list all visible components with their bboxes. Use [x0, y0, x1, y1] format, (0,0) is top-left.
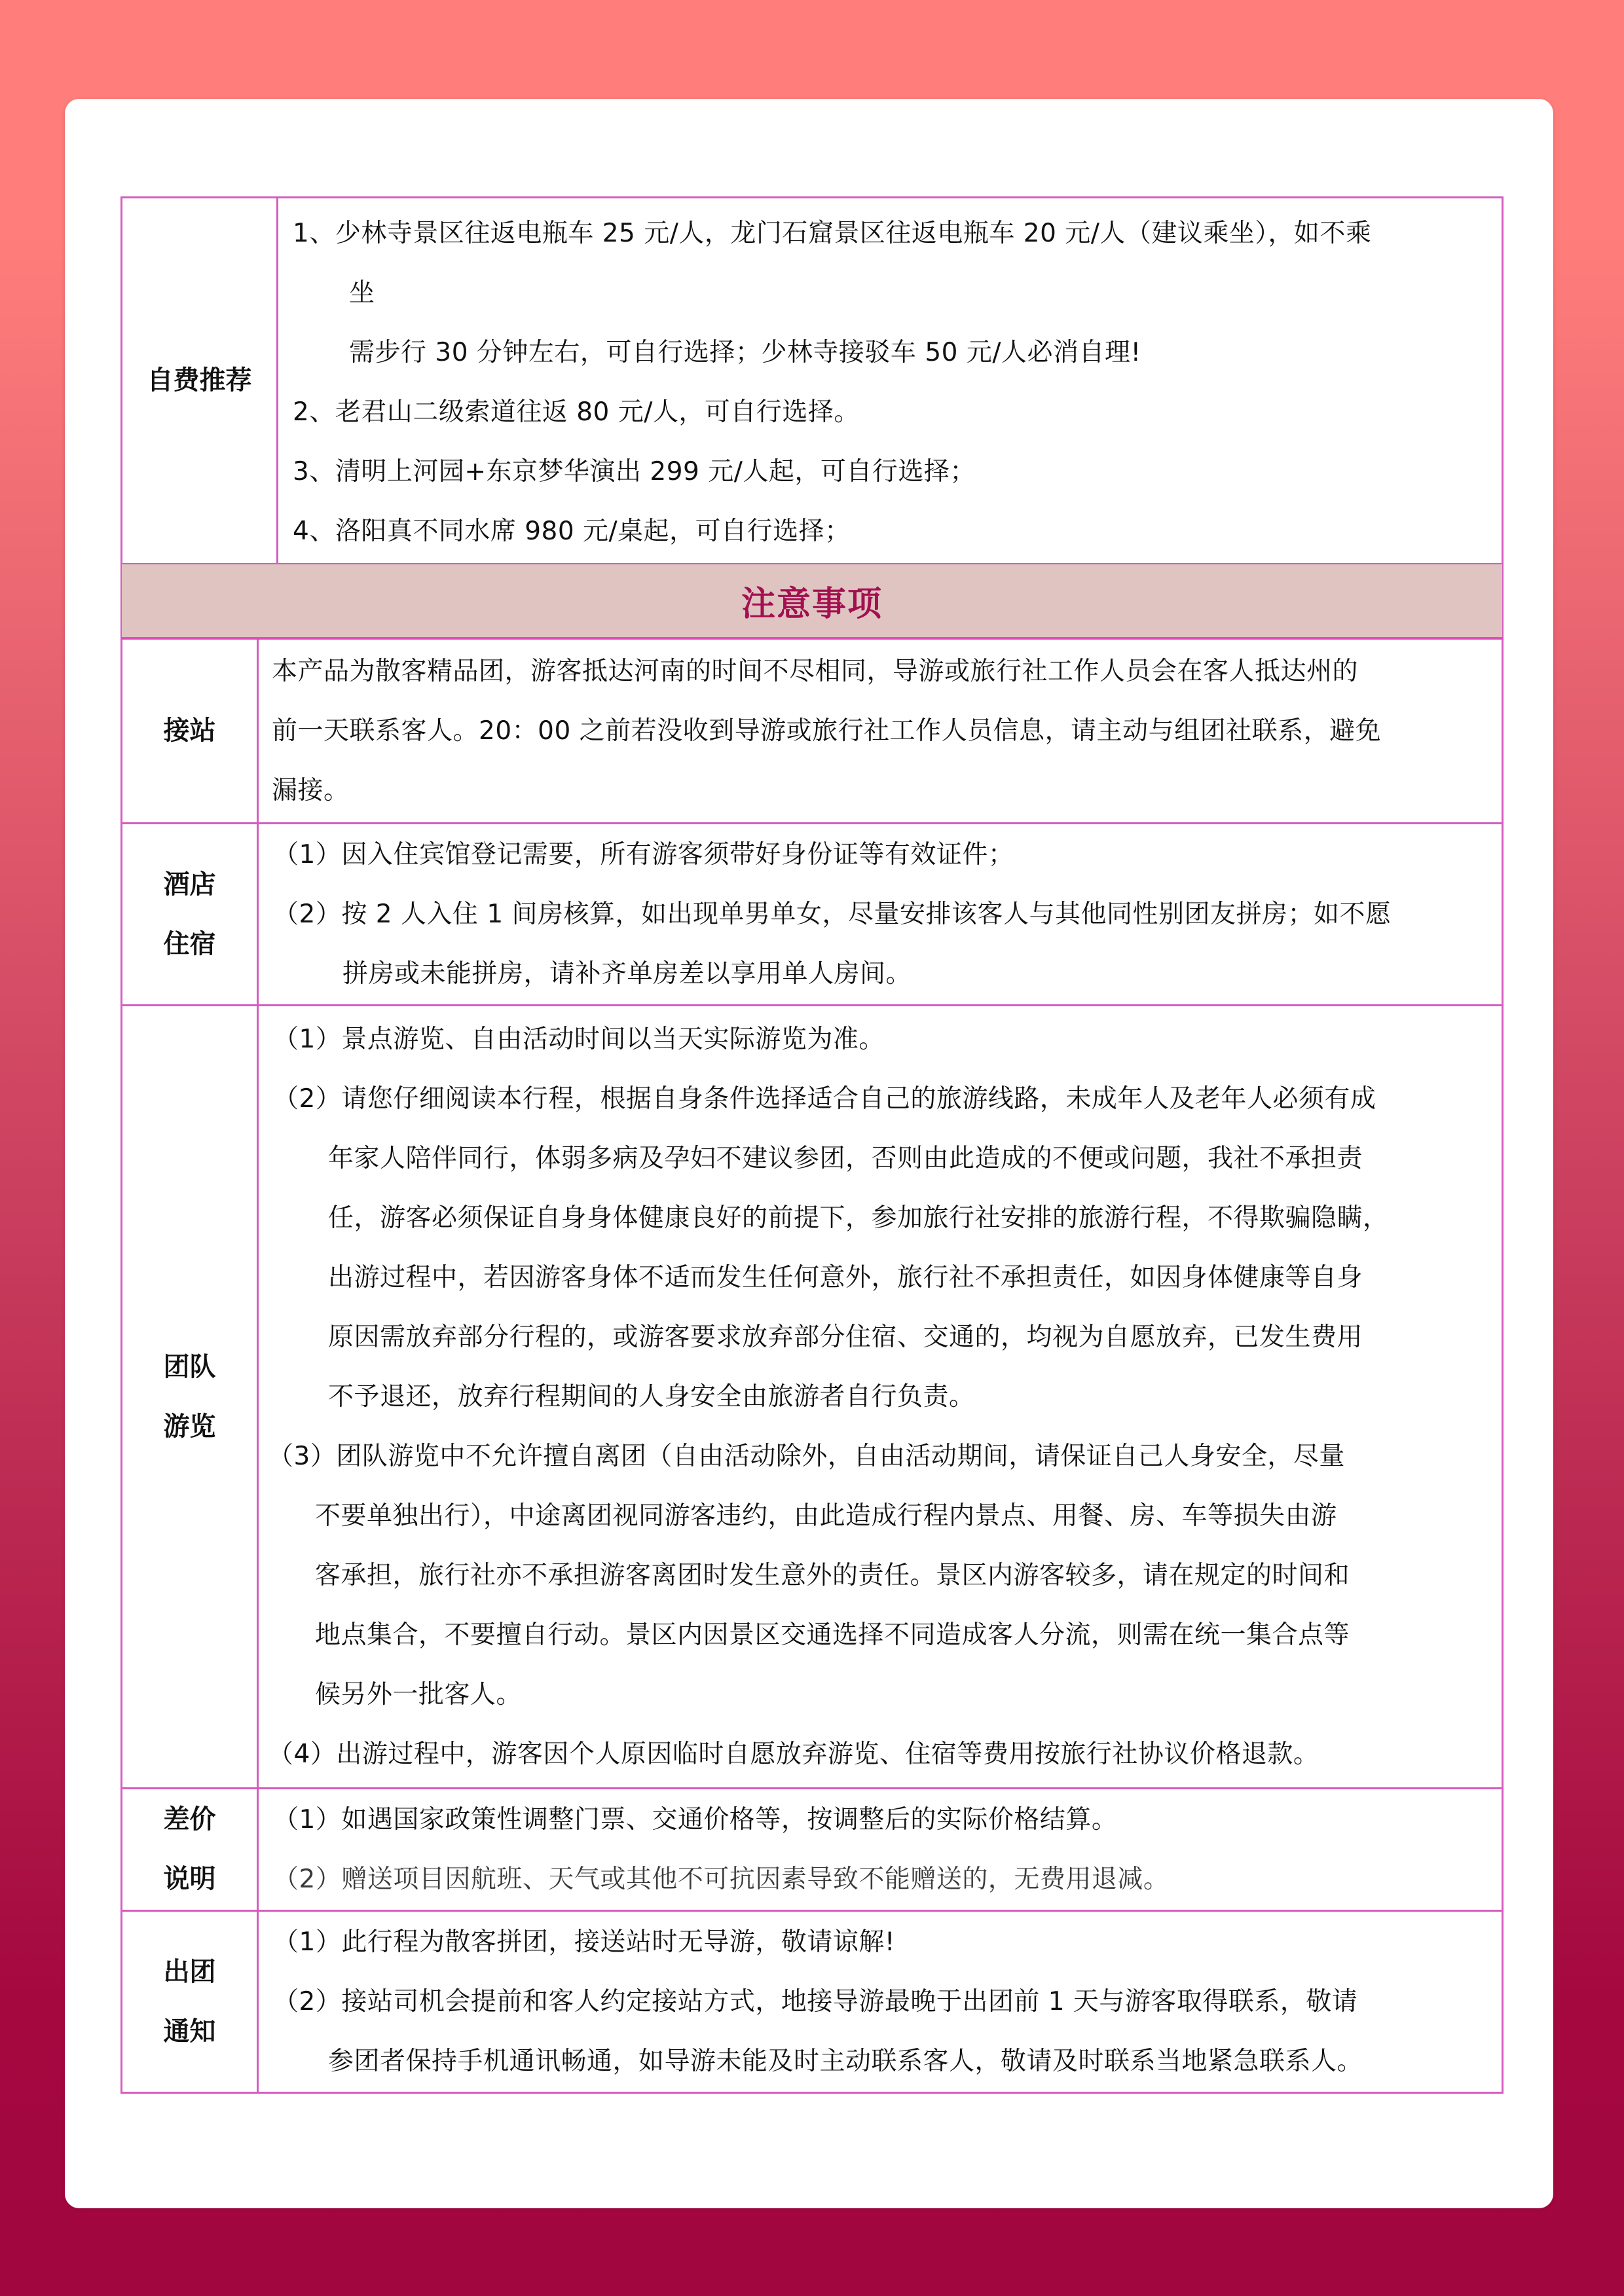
departure-notice-content	[259, 1912, 1502, 2092]
text-line: （1）此行程为散客拼团，接送站时无导游，敬请谅解!	[273, 1927, 895, 1957]
text-line: 坐	[349, 278, 375, 308]
row-label-text: 通知	[163, 2016, 216, 2047]
row-label-text: 住宿	[163, 928, 216, 959]
text-line: 年家人陪伴同行，体弱多病及孕妇不建议参团，否则由此造成的不便或问题，我社不承担责	[328, 1144, 1363, 1173]
text-line: （4）出游过程中，游客因个人原因临时自愿放弃游览、住宿等费用按旅行社协议价格退款。	[268, 1740, 1320, 1769]
text-line: 前一天联系客人。20：00 之前若没收到导游或旅行社工作人员信息，请主动与组团社联系，避免	[272, 716, 1382, 746]
text-line: （3）团队游览中不允许擅自离团（自由活动除外，自由活动期间，请保证自己人身安全，尽量	[268, 1442, 1345, 1471]
text-line: 出游过程中，若因游客身体不适而发生任何意外，旅行社不承担责任，如因身体健康等自身	[328, 1263, 1363, 1292]
text-line: 需步行 30 分钟左右，可自行选择；少林寺接驳车 50 元/人必消自理!	[349, 337, 1141, 367]
group-tour-content	[259, 1006, 1502, 1787]
row-label-text: 出团	[163, 1956, 216, 1987]
price-difference-content	[259, 1789, 1502, 1910]
text-line: （2）赠送项目因航班、天气或其他不可抗因素导致不能赠送的，无费用退减。	[273, 1865, 1170, 1894]
hotel-row	[120, 824, 1504, 1006]
text-line: 漏接。	[272, 776, 350, 805]
text-line: 候另外一批客人。	[315, 1680, 523, 1709]
section-title: 注意事项	[741, 585, 883, 624]
optional-expenses-label	[122, 198, 278, 563]
price-difference-label	[122, 1789, 259, 1910]
optional-expenses-row	[120, 196, 1504, 563]
hotel-content	[259, 824, 1502, 1004]
pickup-label	[122, 640, 259, 822]
row-label-text: 接站	[163, 716, 216, 746]
text-line: 不予退还，放弃行程期间的人身安全由旅游者自行负责。	[328, 1382, 975, 1412]
pickup-row	[120, 640, 1504, 824]
text-line: 本产品为散客精品团，游客抵达河南的时间不尽相同，导游或旅行社工作人员会在客人抵达州的	[272, 657, 1359, 686]
text-line: 不要单独出行），中途离团视同游客违约，由此造成行程内景点、用餐、房、车等损失由游	[315, 1501, 1337, 1531]
text-line: 1、少林寺景区往返电瓶车 25 元/人，龙门石窟景区往返电瓶车 20 元/人（建议乘坐），如不乘	[293, 218, 1372, 248]
text-line: （1）如遇国家政策性调整门票、交通价格等，按调整后的实际价格结算。	[273, 1805, 1118, 1834]
text-line: 3、清明上河园+东京梦华演出 299 元/人起，可自行选择；	[293, 456, 976, 486]
text-line: 任，游客必须保证自身身体健康良好的前提下，参加旅行社安排的旅游行程，不得欺骗隐瞒，	[328, 1203, 1389, 1233]
hotel-label	[122, 824, 259, 1004]
group-tour-row	[120, 1006, 1504, 1789]
text-line: （2）按 2 人入住 1 间房核算，如出现单男单女，尽量安排该客人与其他同性别团友拼房；如不愿	[273, 900, 1392, 929]
row-label-text: 游览	[163, 1411, 216, 1442]
text-line: 参团者保持手机通讯畅通，如导游未能及时主动联系客人，敬请及时联系当地紧急联系人。	[328, 2047, 1363, 2076]
departure-notice-label	[122, 1912, 259, 2092]
price-difference-row	[120, 1789, 1504, 1912]
notice-section-header	[120, 563, 1504, 640]
row-label-text: 说明	[163, 1864, 216, 1894]
text-line: 客承担，旅行社亦不承担游客离团时发生意外的责任。景区内游客较多，请在规定的时间和	[315, 1561, 1350, 1590]
text-line: 拼房或未能拼房，请补齐单房差以享用单人房间。	[342, 959, 912, 989]
row-label-text: 酒店	[163, 869, 216, 900]
text-line: 4、洛阳真不同水席 980 元/桌起，可自行选择；	[293, 516, 851, 546]
text-line: （1）景点游览、自由活动时间以当天实际游览为准。	[273, 1025, 885, 1054]
text-line: 原因需放弃部分行程的，或游客要求放弃部分住宿、交通的，均视为自愿放弃，已发生费用	[328, 1322, 1363, 1352]
text-line: （2）接站司机会提前和客人约定接站方式，地接导游最晚于出团前 1 天与游客取得联系，敬请	[273, 1987, 1358, 2016]
group-tour-label	[122, 1006, 259, 1787]
text-line: （2）请您仔细阅读本行程，根据自身条件选择适合自己的旅游线路，未成年人及老年人必须有成	[273, 1084, 1376, 1114]
text-line: （1）因入住宾馆登记需要，所有游客须带好身份证等有效证件；	[273, 840, 1014, 869]
row-label-text: 差价	[163, 1804, 216, 1834]
optional-expenses-content	[278, 198, 1502, 563]
row-label-text: 团队	[163, 1351, 216, 1382]
departure-notice-row	[120, 1912, 1504, 2094]
text-line: 2、老君山二级索道往返 80 元/人，可自行选择。	[293, 397, 860, 427]
pickup-content	[259, 640, 1502, 822]
row-label-text: 自费推荐	[147, 365, 252, 395]
text-line: 地点集合，不要擅自行动。景区内因景区交通选择不同造成客人分流，则需在统一集合点等	[315, 1620, 1350, 1650]
